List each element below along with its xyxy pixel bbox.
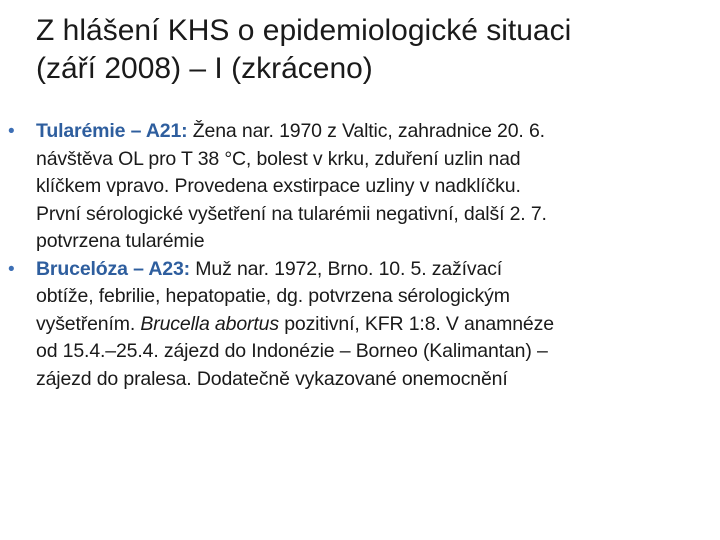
bullet-line	[36, 118, 714, 146]
bullet-line: První sérologické vyšetření na tularémii negativní, další 2. 7.	[36, 202, 547, 225]
bullet-brucelosa	[0, 256, 720, 394]
bullet-line	[36, 311, 714, 339]
bullet-line: návštěva OL pro T 38 °C, bolest v krku, zduření uzlin nad	[36, 147, 521, 170]
bullet-dot-icon: •	[8, 258, 15, 280]
bullet-dot-icon: •	[8, 121, 15, 142]
bullet-text: Muž nar. 1972, Brno. 10. 5. zažívací	[190, 257, 503, 280]
disease-label: Tularémie – A21:	[36, 120, 188, 142]
bullet-line: obtíže, febrilie, hepatopatie, dg. potvrzena sérologickým	[36, 285, 510, 307]
slide-title-line-1: Z hlášení KHS o epidemiologické situaci	[36, 14, 572, 47]
slide-title-line-2: (září 2008) – I (zkráceno)	[36, 52, 373, 85]
bullet-line: zájezd do pralesa. Dodatečně vykazované onemocnění	[36, 367, 508, 390]
bullet-line: potvrzena tularémie	[36, 230, 205, 252]
bullet-line: od 15.4.–25.4. zájezd do Indonézie – Borneo (Kalimantan) –	[36, 340, 548, 362]
bullet-text: pozitivní, KFR 1:8. V anamnéze	[278, 312, 554, 335]
species-name: Brucella abortus	[140, 312, 279, 335]
bullet-line	[36, 256, 714, 284]
bullet-text: Žena nar. 1970 z Valtic, zahradnice 20. 6.	[187, 120, 545, 142]
disease-label: Brucelóza – A23:	[36, 257, 191, 280]
slide-title	[36, 12, 696, 88]
bullet-line: klíčkem vpravo. Provedena exstirpace uzliny v nadklíčku.	[36, 175, 521, 197]
bullet-text: vyšetřením.	[36, 312, 141, 335]
bullet-tularemie	[0, 118, 720, 256]
bullet-list	[0, 118, 720, 393]
